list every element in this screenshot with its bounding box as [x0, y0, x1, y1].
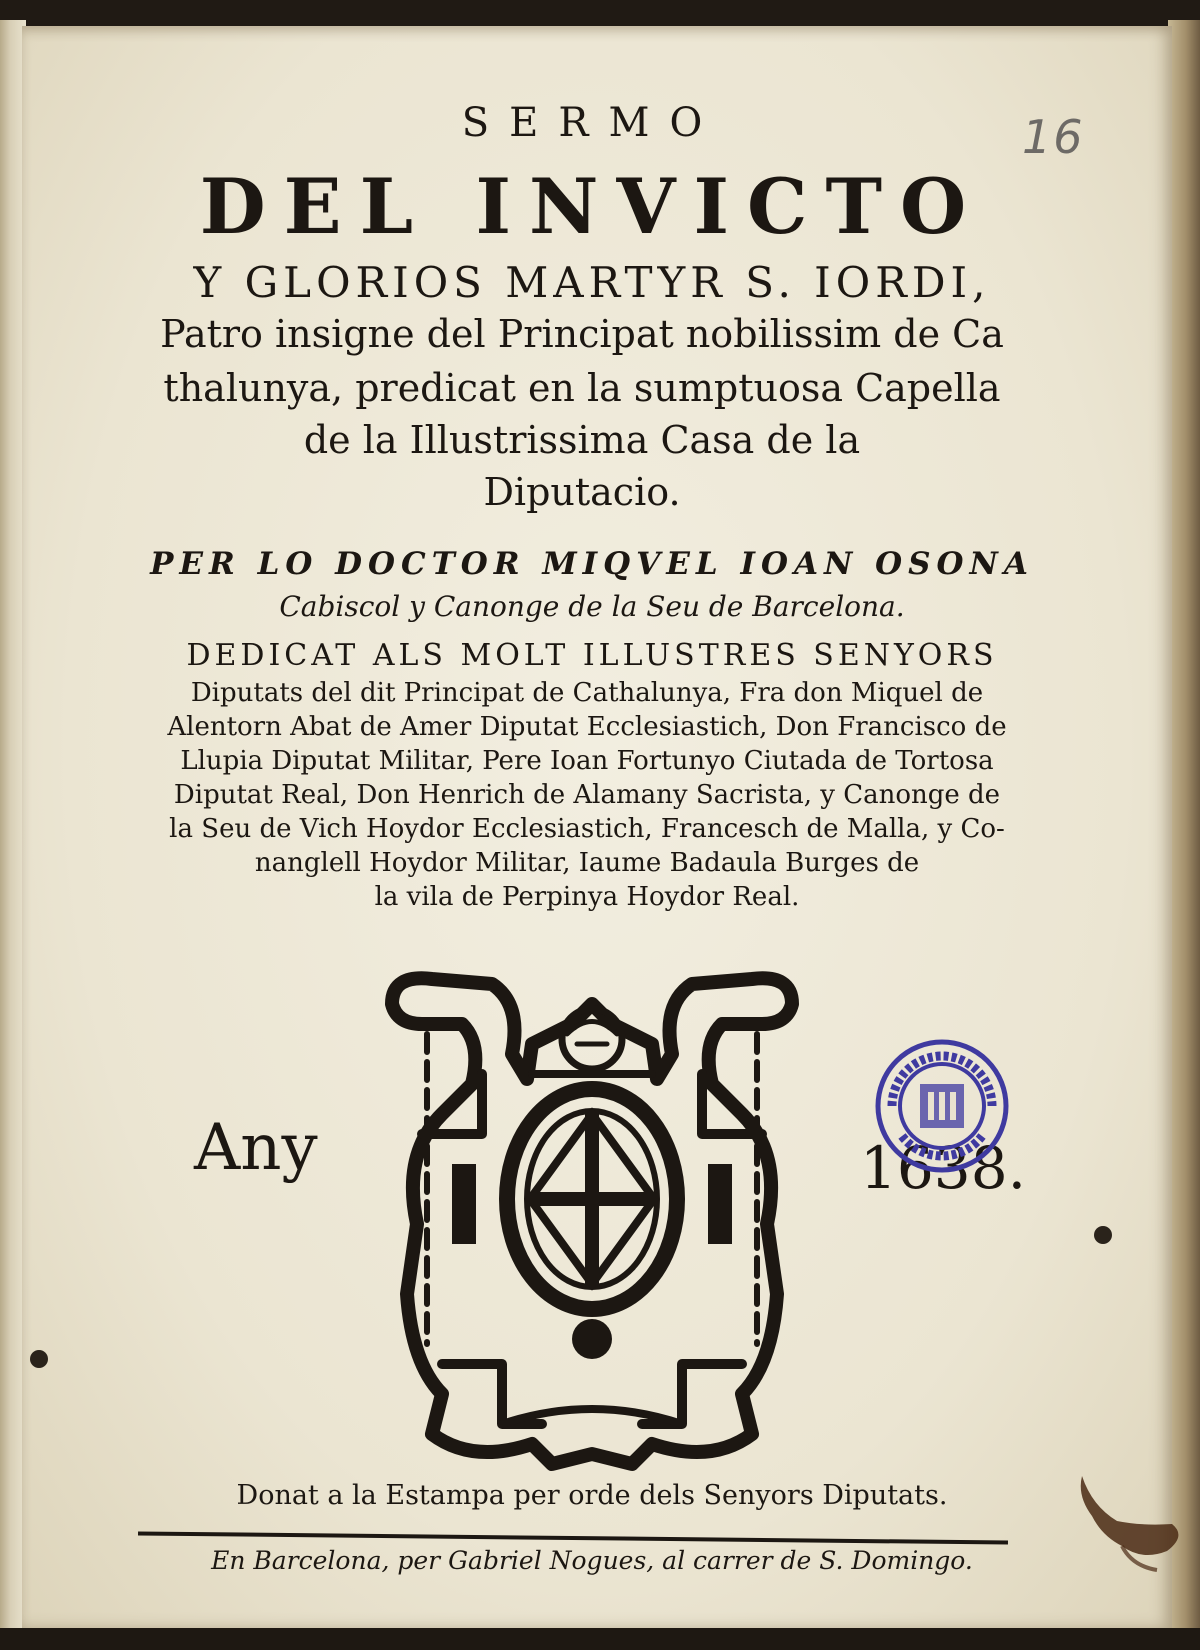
ink-stain [1062, 1466, 1192, 1576]
dedication-line: nanglell Hoydor Militar, Iaume Badaula Burges de [254, 848, 920, 878]
handwritten-shelfmark: 16 [1022, 110, 1085, 164]
binding-hole [1094, 1226, 1112, 1244]
dedication-line: la Seu de Vich Hoydor Ecclesiastich, Francesch de Malla, y Co- [169, 814, 1005, 844]
coat-of-arms-woodcut [382, 964, 802, 1474]
dedication-line: Alentorn Abat de Amer Diputat Ecclesiastich, Don Francisco de [167, 712, 1007, 742]
dedication-line: la vila de Perpinya Hoydor Real. [374, 882, 800, 912]
description-line-2: thalunya, predicat en la sumptuosa Capella [163, 366, 1001, 410]
title-page [22, 26, 1172, 1628]
author-name: PER LO DOCTOR MIQVEL IOAN OSONA [150, 546, 1034, 582]
title-line-1: SERMO [461, 100, 723, 146]
dedication-line: Diputat Real, Don Henrich de Alamany Sacrista, y Canonge de [173, 780, 1001, 810]
bottom-edge [0, 1628, 1200, 1650]
printing-note: Donat a la Estampa per orde dels Senyors Diputats. [236, 1480, 948, 1511]
title-line-3: Y GLORIOS MARTYR S. IORDI, [193, 258, 991, 307]
divider-rule [138, 1531, 1008, 1544]
library-stamp [872, 1036, 1012, 1176]
dedication-heading: DEDICAT ALS MOLT ILLUSTRES SENYORS [186, 638, 998, 673]
binding-hole [30, 1350, 48, 1368]
date-label: Any [194, 1111, 318, 1185]
top-edge [0, 0, 1200, 28]
dedication-line: Diputats del dit Principat de Cathalunya, Fra don Miquel de [190, 678, 984, 708]
author-role: Cabiscol y Canonge de la Seu de Barcelona. [279, 590, 905, 623]
description-line-1: Patro insigne del Principat nobilissim de Ca [160, 312, 1004, 356]
dedication-line: Llupia Diputat Militar, Pere Ioan Fortunyo Ciutada de Tortosa [180, 746, 994, 776]
publication-year: 1638. [860, 1134, 1027, 1202]
imprint-line: En Barcelona, per Gabriel Nogues, al carrer de S. Domingo. [211, 1546, 973, 1575]
description-line-3: de la Illustrissima Casa de la [303, 418, 861, 462]
description-line-4: Diputacio. [483, 470, 681, 514]
right-page-edge [1168, 20, 1200, 1630]
title-line-2: DEL INVICTO [199, 162, 985, 251]
